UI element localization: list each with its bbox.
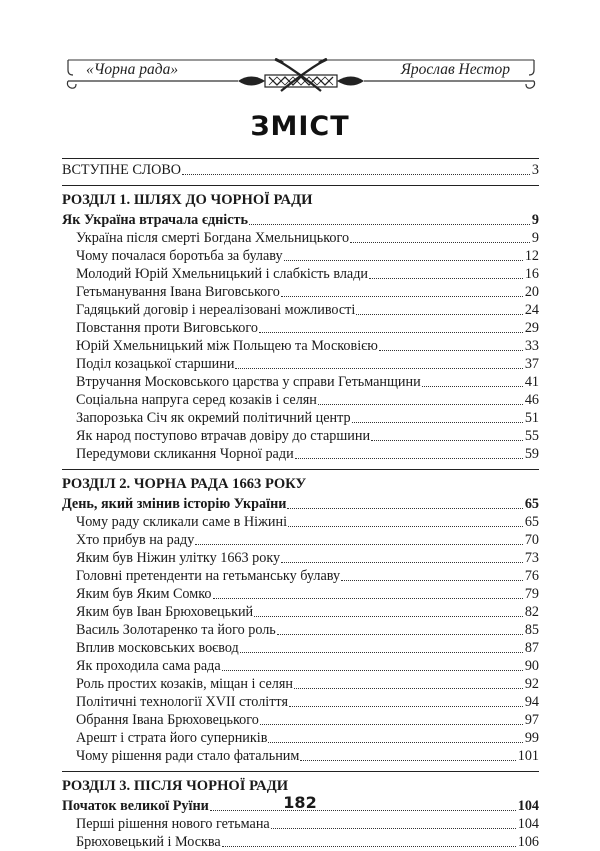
toc-entry-label: Брюховецький і Москва: [76, 834, 221, 850]
leader-dots: [254, 615, 523, 617]
toc-entry-page: 41: [524, 374, 539, 390]
toc-entry-label: Вплив московських воєвод: [76, 640, 239, 656]
toc-entry-page: 87: [524, 640, 539, 656]
leader-dots: [356, 313, 523, 315]
toc-entry-label: Головні претенденти на гетьманську булаву: [76, 568, 341, 584]
toc-entry-page: 29: [524, 320, 539, 336]
toc-entry-label: Гетьманування Івана Виговського: [76, 284, 280, 300]
toc-entry-label: ВСТУПНЕ СЛОВО: [62, 162, 182, 178]
running-header: [64, 58, 538, 96]
leader-dots: [249, 223, 530, 225]
leader-dots: [284, 259, 523, 261]
leader-dots: [294, 687, 523, 689]
toc-entry-label: Початок великої Руїни: [62, 798, 209, 814]
toc-subentry[interactable]: [62, 319, 539, 337]
toc-entry-page: 101: [517, 748, 539, 764]
leader-dots: [222, 669, 523, 671]
toc-subentry[interactable]: [62, 427, 539, 445]
toc-entry-page: 59: [524, 446, 539, 462]
page-number: 182: [283, 793, 317, 812]
toc-subentry[interactable]: [62, 639, 539, 657]
section-heading[interactable]: РОЗДІЛ 1. ШЛЯХ ДО ЧОРНОЇ РАДИ: [62, 185, 539, 211]
toc-entry-page: 9: [531, 212, 539, 228]
leader-dots: [300, 759, 515, 761]
toc-entry-page: 3: [531, 162, 539, 178]
leader-dots: [352, 421, 523, 423]
toc-subentry[interactable]: [62, 729, 539, 747]
toc-chapter-entry[interactable]: [62, 211, 539, 229]
toc-entry-label: Яким був Іван Брюховецький: [76, 604, 254, 620]
toc-entry-label: Політичні технології XVII століття: [76, 694, 288, 710]
toc-subentry[interactable]: [62, 337, 539, 355]
toc-entry-page: 104: [517, 798, 539, 814]
toc-subentry[interactable]: [62, 531, 539, 549]
page-title: ЗМІСТ: [250, 111, 350, 142]
toc-entry-page: 97: [524, 712, 539, 728]
leader-dots: [281, 561, 523, 563]
leader-dots: [341, 579, 523, 581]
toc-subentry[interactable]: [62, 265, 539, 283]
toc-subentry[interactable]: [62, 833, 539, 851]
toc-entry-label: Яким був Ніжин улітку 1663 року: [76, 550, 281, 566]
toc-entry-page: 99: [524, 730, 539, 746]
toc-entry-label: Як народ поступово втрачав довіру до старшини: [76, 428, 371, 444]
toc-entry-page: 79: [524, 586, 539, 602]
toc-entry-label: Хто прибув на раду: [76, 532, 195, 548]
toc-entry-label: Поділ козацької старшини: [76, 356, 235, 372]
toc-subentry[interactable]: [62, 247, 539, 265]
leader-dots: [318, 403, 523, 405]
leader-dots: [288, 525, 523, 527]
toc-entry-label: Молодий Юрій Хмельницький і слабкість влади: [76, 266, 369, 282]
toc-subentry[interactable]: [62, 711, 539, 729]
toc-subentry[interactable]: [62, 603, 539, 621]
leader-dots: [235, 367, 522, 369]
toc-entry-page: 46: [524, 392, 539, 408]
toc-entry-label: Втручання Московського царства у справи Гетьманщини: [76, 374, 421, 390]
toc-entry-page: 37: [524, 356, 539, 372]
toc-entry-page: 16: [524, 266, 539, 282]
toc-entry-page: 51: [524, 410, 539, 426]
toc-chapter-entry[interactable]: [62, 495, 539, 513]
leader-dots: [369, 277, 523, 279]
leader-dots: [379, 349, 523, 351]
leader-dots: [281, 295, 523, 297]
toc-entry-label: Запорозька Січ як окремий політичний центр: [76, 410, 351, 426]
toc-subentry[interactable]: [62, 585, 539, 603]
section-heading[interactable]: РОЗДІЛ 2. ЧОРНА РАДА 1663 РОКУ: [62, 469, 539, 495]
toc-subentry[interactable]: [62, 283, 539, 301]
toc-entry-label: Василь Золотаренко та його роль: [76, 622, 276, 638]
toc-entry-label: Повстання проти Виговського: [76, 320, 258, 336]
leader-dots: [277, 633, 523, 635]
toc-entry-label: Юрій Хмельницький між Польщею та Московією: [76, 338, 378, 354]
toc-subentry[interactable]: [62, 229, 539, 247]
toc-subentry[interactable]: [62, 567, 539, 585]
toc-subentry[interactable]: [62, 445, 539, 463]
toc-subentry[interactable]: [62, 657, 539, 675]
leader-dots: [260, 723, 523, 725]
toc-subentry[interactable]: [62, 373, 539, 391]
toc-subentry[interactable]: [62, 693, 539, 711]
toc-subentry[interactable]: [62, 621, 539, 639]
leader-dots: [371, 439, 523, 441]
leader-dots: [268, 741, 522, 743]
toc-subentry[interactable]: [62, 675, 539, 693]
toc-entry-label: Роль простих козаків, міщан і селян: [76, 676, 293, 692]
toc-entry-page: 65: [524, 514, 539, 530]
toc-subentry[interactable]: [62, 355, 539, 373]
toc-entry-page: 65: [524, 496, 539, 512]
toc-entry-page: 94: [524, 694, 539, 710]
toc-entry-page: 70: [524, 532, 539, 548]
leader-dots: [287, 507, 522, 509]
toc-subentry[interactable]: [62, 409, 539, 427]
section-heading[interactable]: РОЗДІЛ 3. ПІСЛЯ ЧОРНОЇ РАДИ: [62, 771, 539, 797]
toc-entry-label: Гадяцький договір і нереалізовані можливості: [76, 302, 356, 318]
toc-entry-page: 92: [524, 676, 539, 692]
toc-entry-label: Як проходила сама рада: [76, 658, 221, 674]
toc-entry-label: Перші рішення нового гетьмана: [76, 816, 270, 832]
toc-entry-page: 76: [524, 568, 539, 584]
leader-dots: [271, 827, 516, 829]
leader-dots: [182, 173, 530, 175]
toc-entry-label: Соціальна напруга серед козаків і селян: [76, 392, 317, 408]
header-book-title: «Чорна рада»: [86, 61, 179, 78]
toc-entry-label: Чому рішення ради стало фатальним: [76, 748, 300, 764]
toc-entry-page: 33: [524, 338, 539, 354]
header-author: Ярослав Нестор: [400, 61, 510, 78]
toc-entry-page: 20: [524, 284, 539, 300]
toc-subentry[interactable]: [62, 747, 539, 765]
toc-entry-label: Яким був Яким Сомко: [76, 586, 212, 602]
toc-entry-label: Обрання Івана Брюховецького: [76, 712, 259, 728]
toc-subentry[interactable]: [62, 549, 539, 567]
leader-dots: [213, 597, 523, 599]
toc-entry-label: Чому раду скликали саме в Ніжині: [76, 514, 288, 530]
toc-subentry[interactable]: [62, 815, 539, 833]
toc-subentry[interactable]: [62, 301, 539, 319]
toc-entry-page: 104: [517, 816, 539, 832]
toc-entry-page: 73: [524, 550, 539, 566]
toc-entry-page: 82: [524, 604, 539, 620]
leader-dots: [195, 543, 522, 545]
toc-entry-label: Україна після смерті Богдана Хмельницького: [76, 230, 350, 246]
toc-entry-page: 90: [524, 658, 539, 674]
table-of-contents: [62, 158, 539, 851]
toc-entry-label: Передумови скликання Чорної ради: [76, 446, 294, 462]
toc-entry-page: 9: [531, 230, 539, 246]
toc-entry-label: Чому почалася боротьба за булаву: [76, 248, 283, 264]
toc-entry-page: 55: [524, 428, 539, 444]
toc-entry-label: Арешт і страта його суперників: [76, 730, 268, 746]
leader-dots: [422, 385, 523, 387]
leader-dots: [259, 331, 523, 333]
toc-entry-label: День, який змінив історію України: [62, 496, 287, 512]
toc-subentry[interactable]: [62, 391, 539, 409]
toc-subentry[interactable]: [62, 513, 539, 531]
toc-entry-page: 24: [524, 302, 539, 318]
toc-entry-page: 85: [524, 622, 539, 638]
toc-entry-page: 12: [524, 248, 539, 264]
toc-entry-page: 106: [517, 834, 539, 850]
toc-entry-label: Як Україна втрачала єдність: [62, 212, 249, 228]
leader-dots: [350, 241, 530, 243]
leader-dots: [295, 457, 523, 459]
leader-dots: [240, 651, 523, 653]
leader-dots: [289, 705, 523, 707]
toc-intro-entry[interactable]: [62, 158, 539, 179]
